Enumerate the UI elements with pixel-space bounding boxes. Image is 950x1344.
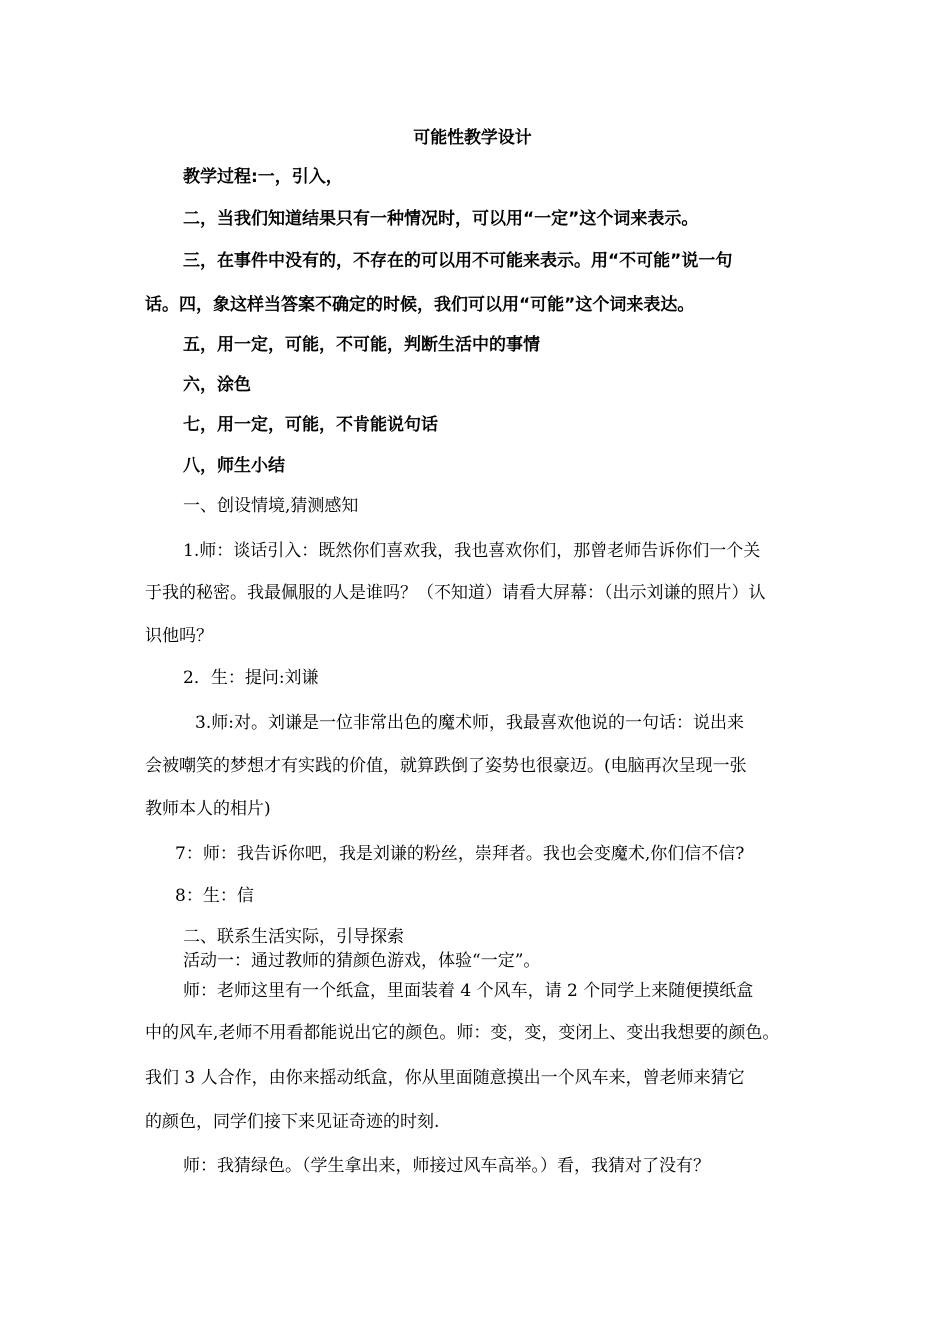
para1-line-1: 1.师：谈话引入：既然你们喜欢我，我也喜欢你们，那曾老师告诉你们一个关 [183,541,761,561]
outline-line-6: 六，涂色 [183,375,251,395]
para9-line-2: 中的风车,老师不用看都能说出它的颜色。师：变，变，变闭上、变出我想要的颜色。 [145,1023,780,1043]
outline-line-3: 三，在事件中没有的，不存在的可以用不可能来表示。用“不可能”说一句 [183,251,733,271]
section1-heading: 一、创设情境,猜测感知 [183,496,359,516]
para7: 7：师：我告诉你吧，我是刘谦的粉丝，崇拜者。我也会变魔术,你们信不信? [175,844,745,864]
para2: 2．生：提问:刘谦 [183,668,319,688]
para10: 师：我猜绿色。（学生拿出来，师接过风车高举。）看，我猜对了没有？ [183,1156,710,1176]
para9-line-1: 师：老师这里有一个纸盒，里面装着 4 个风车，请 2 个同学上来随便摸纸盒 [183,981,754,1001]
outline-line-2: 二，当我们知道结果只有一种情况时，可以用“一定”这个词来表示。 [183,209,699,229]
outline-line-7: 七，用一定，可能，不肯能说句话 [183,415,438,435]
outline-line-5: 五，用一定，可能，不可能，判断生活中的事情 [183,335,540,355]
section2-heading: 二、联系生活实际，引导探索 [183,927,404,947]
outline-line-8: 八，师生小结 [183,456,285,476]
para1-line-2: 于我的秘密。我最佩服的人是谁吗？（不知道）请看大屏幕：（出示刘谦的照片）认 [145,583,766,603]
para3-line-1: 3.师:对。刘谦是一位非常出色的魔术师，我最喜欢他说的一句话：说出来 [195,713,744,733]
para1-line-3: 识他吗？ [145,626,213,646]
para9-line-3: 我们 3 人合作，由你来摇动纸盒，你从里面随意摸出一个风车来，曾老师来猜它 [145,1068,745,1088]
para9-line-4: 的颜色，同学们接下来见证奇迹的时刻. [145,1112,440,1132]
doc-title: 可能性教学设计 [413,128,532,148]
para3-line-3: 教师本人的相片) [145,799,271,819]
para8: 8：生：信 [175,886,254,906]
para3-line-2: 会被嘲笑的梦想才有实践的价值，就算跌倒了姿势也很豪迈。(电脑再次呈现一张 [145,756,747,776]
outline-line-1: 教学过程:一，引入， [183,167,343,187]
activity1-line: 活动一：通过教师的猜颜色游戏，体验“一定”。 [183,951,541,971]
outline-line-4: 话。四，象这样当答案不确定的时候，我们可以用“可能”这个词来表达。 [145,295,695,315]
